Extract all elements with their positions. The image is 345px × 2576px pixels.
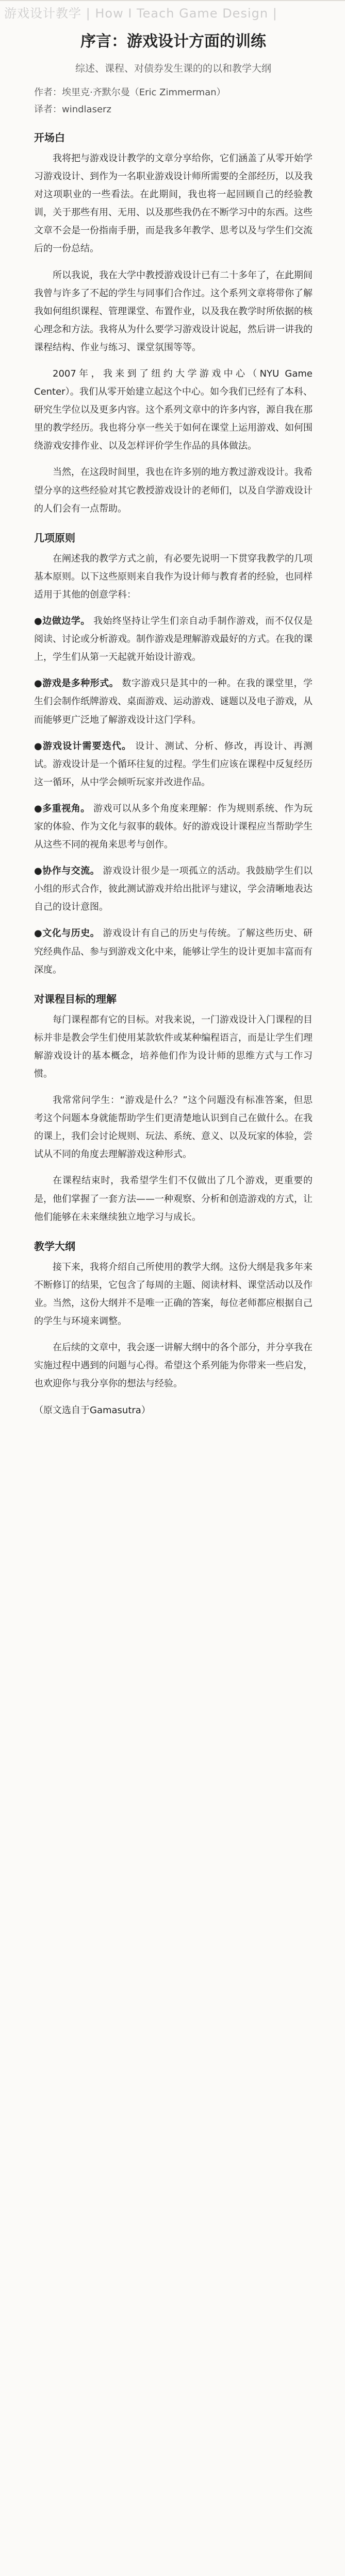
paragraph: 2007年，我来到了纽约大学游戏中心（NYU Game Center）。我们从零开始建立起这个中心。如今我们已经有了本科、研究生学位以及更多内容。这个系列文章中的许多内容，源自我在那里的教学经历。我也将分享一些关于如何在课堂上运用游戏、如何围绕游戏安排作业、以及怎样评价学生作品的具体做法。: [34, 368, 313, 452]
principle-heading: ●协作与交流。: [34, 866, 100, 877]
author-line: 作者：埃里克·齐默尔曼（Eric Zimmerman）: [34, 87, 226, 98]
section-intro: [34, 130, 313, 518]
paragraph: 在课程结束时，我希望学生们不仅做出了几个游戏，更重要的是，他们掌握了一套方法——一种观察、分析和创造游戏的方式，让他们能够在未来继续独立地学习与成长。: [34, 1175, 313, 1223]
principle-heading: ●文化与历史。: [34, 928, 100, 939]
section-heading: 教学大纲: [34, 1240, 75, 1252]
principle-item: [34, 612, 313, 666]
paragraph: 在后续的文章中，我会逐一讲解大纲中的各个部分，并分享我在实施过程中遇到的问题与心得。希望这个系列能为你带来一些启发，也欢迎你与我分享你的想法与经验。: [34, 1342, 313, 1389]
principle-text: 游戏设计很少是一项孤立的活动。我鼓励学生们以小组的形式合作，彼此测试游戏并给出批评与建议，学会清晰地表达自己的设计意图。: [34, 866, 313, 913]
article-content: [34, 31, 313, 1420]
section-heading: 开场白: [34, 131, 65, 144]
watermark-top: 游戏设计教学 | How I Teach Game Design |: [4, 6, 277, 21]
paragraph: 我将把与游戏设计教学的文章分享给你，它们涵盖了从零开始学习游戏设计、到作为一名职业游戏设计师所需要的全部经历，以及我对这项职业的一些看法。在此期间，我也将一起回顾自己的经验教训，关于那些有用、无用、以及那些我仍在不断学习中的东西。这些文章不会是一份指南手册，而是我多年教学、思考以及与学生们交流后的一份总结。: [34, 152, 313, 255]
paragraph: 所以我说，我在大学中教授游戏设计已有二十多年了，在此期间我曾与许多了不起的学生与同事们合作过。这个系列文章将带你了解我如何组织课程、管理课堂、布置作业，以及我在教学时所依据的核心理念和方法。我将从为什么要学习游戏设计说起，然后讲一讲我的课程结构、作业与练习、课堂氛围等等。: [34, 269, 313, 353]
principle-item: [34, 674, 313, 728]
page-subtitle: 综述、课程、对债券发生课的的以和教学大纲: [75, 63, 271, 74]
principle-heading: ●边做边学。: [34, 616, 90, 627]
paragraph: 当然，在这段时间里，我也在许多别的地方教过游戏设计。我希望分享的这些经验对其它教授游戏设计的老师们，以及自学游戏设计的人们会有一点帮助。: [34, 467, 313, 514]
principle-item: [34, 924, 313, 978]
top-divider: [0, 0, 345, 1]
principle-item: [34, 737, 313, 791]
paragraph: 接下来，我将介绍自己所使用的教学大纲。这份大纲是我多年来不断修订的结果，它包含了每周的主题、阅读材料、课堂活动以及作业。当然，这份大纲并不是唯一正确的答案，每位老师都应根据自己的学生与环境来调整。: [34, 1261, 313, 1327]
section-heading: 几项原则: [34, 531, 75, 544]
translator-line: 译者：windlaserz: [34, 104, 111, 115]
principle-text: 游戏可以从多个角度来理解：作为规则系统、作为玩家的体验、作为文化与叙事的载体。好的游戏设计课程应当帮助学生从这些不同的视角来思考与创作。: [34, 803, 313, 851]
principle-text: 游戏设计有自己的历史与传统。了解这些历史、研究经典作品、参与到游戏文化中来，能够让学生的设计更加丰富而有深度。: [34, 928, 313, 975]
page-title: 序言：游戏设计方面的训练: [80, 32, 266, 50]
principle-item: [34, 800, 313, 854]
paragraph: 每门课程都有它的目标。对我来说，一门游戏设计入门课程的目标并非是教会学生们使用某款软件或某种编程语言，而是让学生们理解游戏设计的基本概念，培养他们作为设计师的思维方式与工作习惯。: [34, 1014, 313, 1080]
principle-heading: ●游戏设计需要迭代。: [34, 740, 132, 752]
principle-heading: ●多重视角。: [34, 803, 90, 814]
principle-heading: ●游戏是多种形式。: [34, 678, 119, 689]
principle-text: 数字游戏只是其中的一种。在我的课堂里，学生们会制作纸牌游戏、桌面游戏、运动游戏、谜题以及电子游戏，从而能够更广泛地了解游戏设计这门学科。: [34, 678, 313, 725]
principle-text: 我始终坚持让学生们亲自动手制作游戏，而不仅仅是阅读、讨论或分析游戏。制作游戏是理解游戏最好的方式。在我的课上，学生们从第一天起就开始设计游戏。: [34, 616, 313, 663]
section-principles: [34, 530, 313, 979]
paragraph: 在阐述我的教学方式之前，有必要先说明一下贯穿我教学的几项基本原则。以下这些原则来自我作为设计师与教育者的经验，也同样适用于其他的创意学科：: [34, 553, 313, 600]
paragraph: 我常常问学生：“游戏是什么？”这个问题没有标准答案，但思考这个问题本身就能帮助学生们更清楚地认识到自己在做什么。在我的课上，我们会讨论规则、玩法、系统、意义、以及玩家的体验，尝试从不同的角度去理解游戏这种形式。: [34, 1095, 313, 1160]
source-note: （原文选自于Gamasutra）: [34, 1405, 151, 1416]
section-heading: 对课程目标的理解: [34, 992, 117, 1005]
principle-item: [34, 862, 313, 916]
section-syllabus: [34, 1239, 313, 1393]
principle-text: 设计、测试、分析、修改，再设计、再测试。游戏设计是一个循环往复的过程。学生们应该在课程中反复经历这一循环，从中学会倾听玩家并改进作品。: [34, 740, 313, 788]
section-goals: [34, 991, 313, 1226]
